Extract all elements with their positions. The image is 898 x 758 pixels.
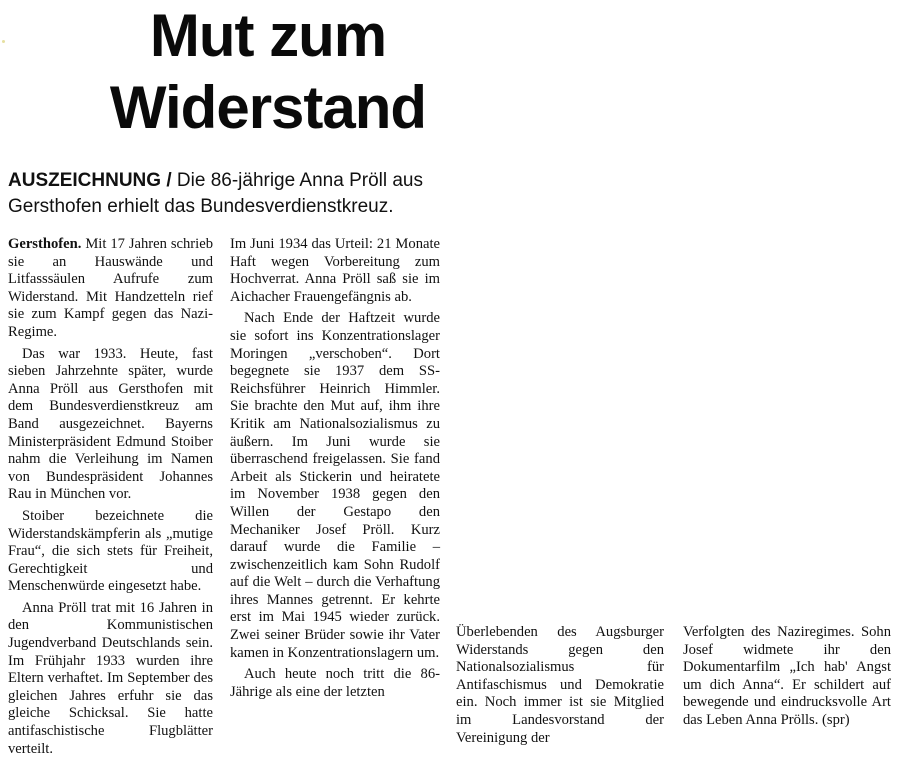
paragraph-text: Mit 17 Jahren schrieb sie an Hauswände und Litfasssäulen Aufrufe zum Widerstand. Mit Handzetteln rief sie zum Kampf gegen das Nazi-Regime. (8, 236, 213, 340)
article-paragraph: Nach Ende der Haftzeit wurde sie sofort ins Konzentrationslager Moringen „verschoben“. Dort begegnete sie 1937 dem SS-Reichsführer Heinrich Himmler. Sie brachte den Mut auf, ihm ihre Kritik am Nationalsozialismus zu äußern. Im Juni wurde sie überraschend freigelassen. Sie fand Arbeit als Stickerin und heiratete im November 1938 gegen den Willen der Gestapo den Mechaniker Josef Pröll. Kurz darauf wurde die Familie – zwischenzeitlich kam Sohn Rudolf auf die Welt – durch die Verhaftung ihres Mannes getrennt. Er kehrte erst im Mai 1945 wieder zurück. Zwei seiner Brüder sowie ihr Vater kamen in Konzentrationslagern um. (230, 310, 440, 661)
article-paragraph: Im Juni 1934 das Urteil: 21 Monate Haft wegen Vorbereitung zum Hochverrat. Anna Pröll saß sie im Aichacher Frauengefängnis ab. (230, 236, 440, 305)
scan-speck (2, 40, 5, 43)
article-paragraph: Überlebenden des Augsburger Widerstands gegen den Nationalsozialismus für Antifaschismus und Demokratie ein. Noch immer ist sie Mitglied im Landesvorstand der Vereinigung der (456, 624, 664, 746)
article-column-4 (683, 624, 891, 730)
article-paragraph: Verfolgten des Naziregimes. Sohn Josef widmete ihr den Dokumentarfilm „Ich hab' Angst um dich Anna“. Er schildert auf bewegende und eindrucksvolle Art das Leben Anna Prölls. (spr) (683, 624, 891, 728)
article-paragraph: Anna Pröll trat mit 16 Jahren in den Kommunistischen Jugendverband Deutschlands sein. Im Frühjahr 1933 wurden ihre Eltern verhaftet. Im September des gleichen Jahres erfuhr sie das gleiche Schicksal. Sie hatte antifaschistische Flugblätter verteilt. (8, 599, 213, 757)
article-paragraph (8, 236, 213, 342)
article-column-3 (456, 624, 664, 747)
article-paragraph: Das war 1933. Heute, fast sieben Jahrzehnte später, wurde Anna Pröll aus Gersthofen mit dem Bundesverdienstkreuz am Band ausgezeichnet. Bayerns Ministerpräsident Edmund Stoiber nahm die Verleihung im Namen von Bundespräsident Johannes Rau in München vor. (8, 345, 213, 503)
article-headline: Mut zum Widerstand (109, 2, 427, 141)
article-subhead (8, 168, 448, 220)
article-column-2 (230, 236, 440, 701)
article-column-1 (8, 236, 213, 758)
article-dateline: Gersthofen. (8, 236, 82, 252)
article-subhead-text: Die 86-jährige Anna Pröll aus Gersthofen erhielt das Bundesverdienstkreuz. (8, 170, 423, 217)
article-kicker: AUSZEICHNUNG / (8, 170, 172, 191)
article-paragraph: Stoiber bezeichnete die Widerstandskämpferin als „mutige Frau“, die sich stets für Freiheit, Gerechtigkeit und Menschenwürde eingesetzt habe. (8, 507, 213, 595)
article-paragraph: Auch heute noch tritt die 86-Jährige als eine der letzten (230, 666, 440, 700)
